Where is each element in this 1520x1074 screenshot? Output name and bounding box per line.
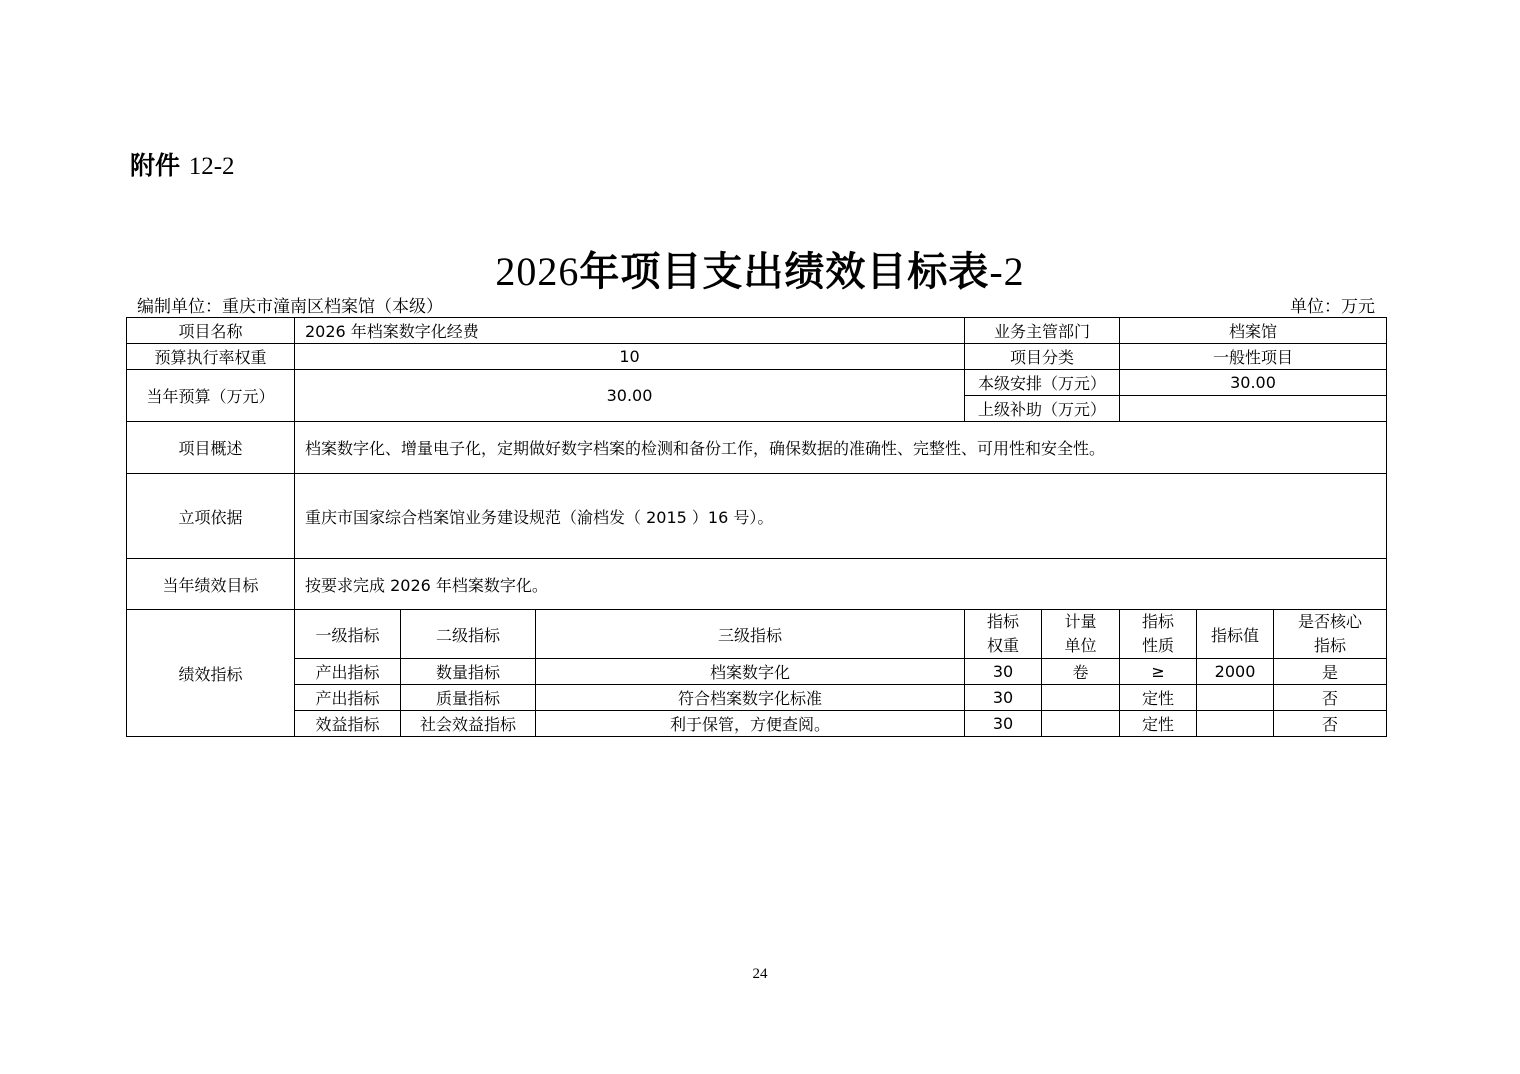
title-text: 年项目支出绩效目标表 bbox=[579, 249, 990, 295]
unit-label: 单位：万元 bbox=[1290, 297, 1375, 317]
header-unit-line2: 单位 bbox=[1064, 636, 1097, 655]
header-level1: 一级指标 bbox=[295, 610, 401, 659]
header-value: 指标值 bbox=[1197, 610, 1274, 659]
header-nature bbox=[1120, 610, 1197, 659]
local-value: 30.00 bbox=[1120, 370, 1387, 396]
indicator-value bbox=[1197, 711, 1274, 737]
indicator-core: 是 bbox=[1274, 659, 1387, 685]
subsidy-value bbox=[1120, 396, 1387, 422]
table-row bbox=[127, 711, 1387, 737]
category-value: 一般性项目 bbox=[1120, 344, 1387, 370]
overview-label: 项目概述 bbox=[127, 422, 295, 474]
table-row bbox=[127, 685, 1387, 711]
header-nature-line2: 性质 bbox=[1142, 636, 1175, 655]
indicator-core: 否 bbox=[1274, 685, 1387, 711]
table-row bbox=[127, 422, 1387, 474]
table-row bbox=[127, 610, 1387, 659]
budget-value: 30.00 bbox=[295, 370, 965, 422]
indicator-weight: 30 bbox=[965, 711, 1042, 737]
local-label: 本级安排（万元） bbox=[965, 370, 1120, 396]
weight-value: 10 bbox=[295, 344, 965, 370]
indicator-level2: 数量指标 bbox=[401, 659, 536, 685]
table-row bbox=[127, 318, 1387, 344]
goal-value: 按要求完成 2026 年档案数字化。 bbox=[295, 559, 1387, 610]
table-row bbox=[127, 474, 1387, 559]
page-title bbox=[0, 240, 1520, 297]
weight-label: 预算执行率权重 bbox=[127, 344, 295, 370]
project-name-label: 项目名称 bbox=[127, 318, 295, 344]
indicator-level1: 效益指标 bbox=[295, 711, 401, 737]
attachment-prefix: 附件 bbox=[130, 151, 181, 180]
header-core bbox=[1274, 610, 1387, 659]
table-row bbox=[127, 344, 1387, 370]
project-name-value: 2026 年档案数字化经费 bbox=[295, 318, 965, 344]
title-suffix: -2 bbox=[989, 249, 1025, 294]
indicator-level1: 产出指标 bbox=[295, 685, 401, 711]
indicator-level3: 档案数字化 bbox=[536, 659, 965, 685]
attachment-label bbox=[130, 146, 235, 182]
attachment-number: 12-2 bbox=[188, 153, 235, 180]
basis-value: 重庆市国家综合档案馆业务建设规范（渝档发（ 2015 ）16 号）。 bbox=[295, 474, 1387, 559]
org-name: 编制单位：重庆市潼南区档案馆（本级） bbox=[137, 297, 443, 317]
header-level2: 二级指标 bbox=[401, 610, 536, 659]
indicator-level2: 社会效益指标 bbox=[401, 711, 536, 737]
header-core-line2: 指标 bbox=[1314, 636, 1347, 655]
indicator-value bbox=[1197, 685, 1274, 711]
header-unit-line1: 计量 bbox=[1064, 612, 1097, 631]
page-number: 24 bbox=[752, 966, 768, 982]
indicator-nature: ≥ bbox=[1120, 659, 1197, 685]
table-row bbox=[127, 370, 1387, 396]
category-label: 项目分类 bbox=[965, 344, 1120, 370]
header-weight-line1: 指标 bbox=[986, 612, 1019, 631]
header-weight-line2: 权重 bbox=[986, 636, 1019, 655]
header-unit bbox=[1042, 610, 1120, 659]
indicator-value: 2000 bbox=[1197, 659, 1274, 685]
dept-value: 档案馆 bbox=[1120, 318, 1387, 344]
header-nature-line1: 指标 bbox=[1142, 612, 1175, 631]
table-row bbox=[127, 659, 1387, 685]
budget-label: 当年预算（万元） bbox=[127, 370, 295, 422]
basis-label: 立项依据 bbox=[127, 474, 295, 559]
indicator-nature: 定性 bbox=[1120, 711, 1197, 737]
indicators-label: 绩效指标 bbox=[127, 610, 295, 737]
indicator-level3: 利于保管，方便查阅。 bbox=[536, 711, 965, 737]
indicator-unit bbox=[1042, 711, 1120, 737]
indicator-level1: 产出指标 bbox=[295, 659, 401, 685]
indicator-weight: 30 bbox=[965, 659, 1042, 685]
dept-label: 业务主管部门 bbox=[965, 318, 1120, 344]
indicator-level3: 符合档案数字化标准 bbox=[536, 685, 965, 711]
indicator-unit bbox=[1042, 685, 1120, 711]
header-core-line1: 是否核心 bbox=[1298, 612, 1363, 631]
indicator-level2: 质量指标 bbox=[401, 685, 536, 711]
table-row bbox=[127, 559, 1387, 610]
goal-label: 当年绩效目标 bbox=[127, 559, 295, 610]
subsidy-label: 上级补助（万元） bbox=[965, 396, 1120, 422]
indicator-core: 否 bbox=[1274, 711, 1387, 737]
overview-value: 档案数字化、增量电子化，定期做好数字档案的检测和备份工作，确保数据的准确性、完整性、可用性和安全性。 bbox=[295, 422, 1387, 474]
indicator-unit: 卷 bbox=[1042, 659, 1120, 685]
header-level3: 三级指标 bbox=[536, 610, 965, 659]
indicator-weight: 30 bbox=[965, 685, 1042, 711]
title-year: 2026 bbox=[495, 249, 580, 294]
indicator-nature: 定性 bbox=[1120, 685, 1197, 711]
performance-table bbox=[126, 317, 1387, 737]
header-weight bbox=[965, 610, 1042, 659]
